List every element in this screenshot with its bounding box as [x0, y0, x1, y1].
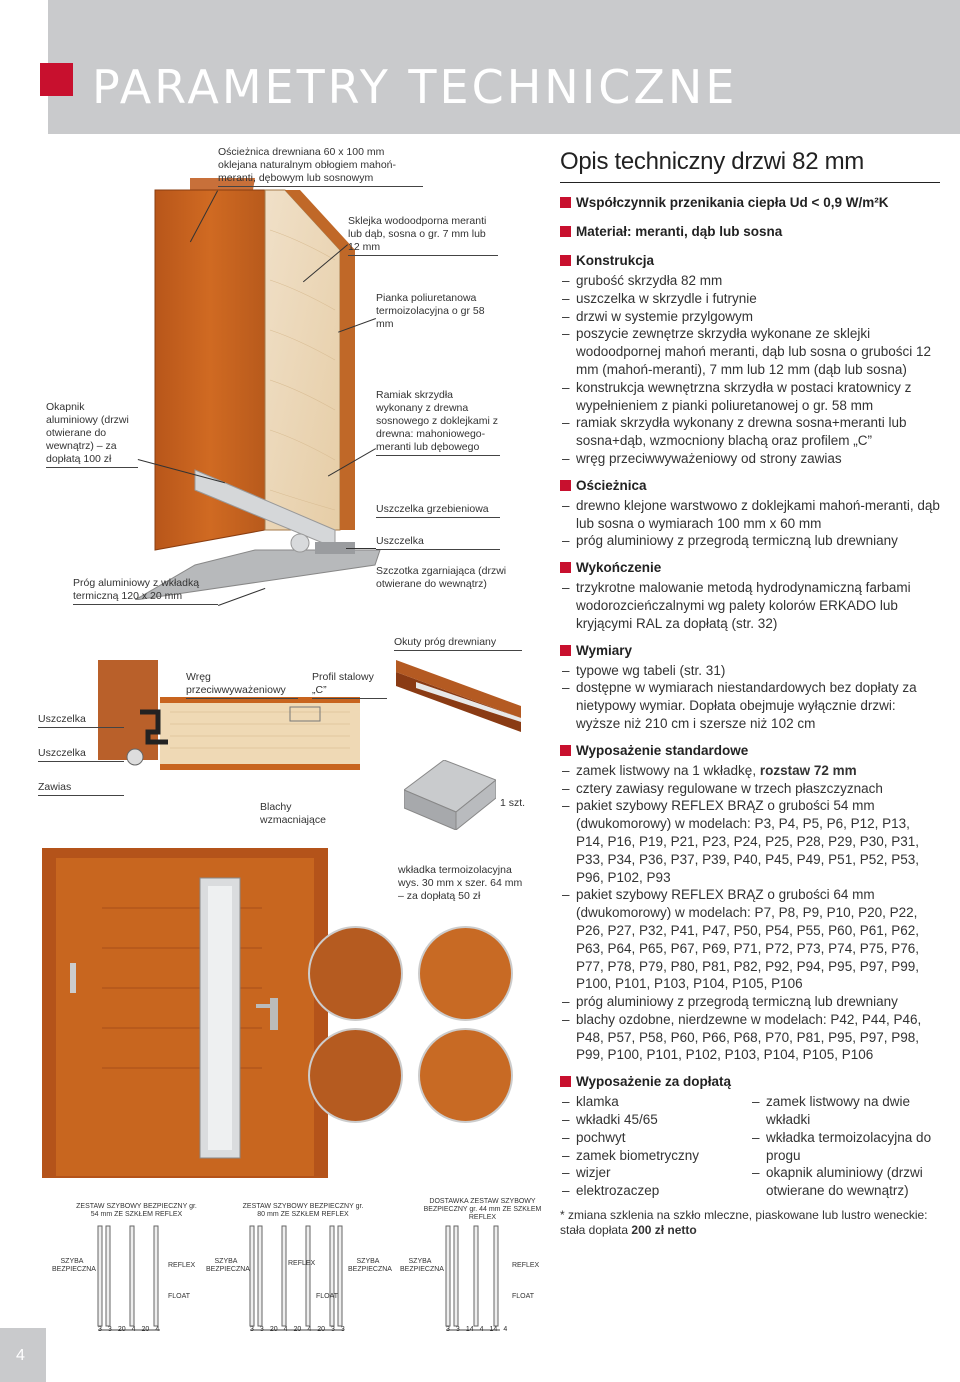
- list-item: – pochwyt: [560, 1129, 750, 1147]
- list-item: – poszycie zewnętrze skrzydła wykonane ze sklejki wodoodpornej mahoń meranti, dąb lub sosna o grubości 12 mm (mahoń-meranti), 7 mm lub 12 mm (dąb lub sosna): [560, 325, 940, 378]
- list-item: – próg aluminiowy z przegrodą termiczną lub drewniany: [560, 532, 940, 550]
- wymiary-list: [560, 662, 940, 733]
- detail-bolt-image: [418, 1028, 513, 1123]
- footnote: [560, 1208, 940, 1238]
- label-wkladka: wkładka termoizolacyjna wys. 30 mm x szer. 64 mm – za dopłatą 50 zł: [398, 864, 523, 902]
- bullet-square-icon: [560, 197, 571, 208]
- list-item: – klamka: [560, 1093, 750, 1111]
- dim: 3: [446, 1326, 450, 1333]
- label-uszczelka-2: Uszczelka: [38, 747, 124, 762]
- section-heading: Konstrukcja: [576, 253, 655, 268]
- label-szt: 1 szt.: [500, 797, 526, 809]
- konstrukcja-list: [560, 272, 940, 468]
- dim: 4: [307, 1326, 312, 1333]
- section-wyposazenie: [560, 743, 940, 758]
- glazing-2-diagram: [238, 1218, 368, 1338]
- dim: 20: [293, 1326, 302, 1333]
- page-number: 4: [16, 1347, 25, 1364]
- list-item: – wręg przeciwwyważeniowy od strony zawias: [560, 450, 940, 468]
- dim: 4: [503, 1326, 508, 1333]
- label-zawias: Zawias: [38, 781, 124, 796]
- section-heading: Współczynnik przenikania ciepła Ud < 0,9 W/m²K: [576, 195, 889, 210]
- dim: 3: [250, 1326, 254, 1333]
- glazing-1-dims: [98, 1326, 159, 1333]
- glazing-2-dims: [250, 1326, 345, 1333]
- list-item: – grubość skrzydła 82 mm: [560, 272, 940, 290]
- dim: 3: [107, 1326, 112, 1333]
- door-front-image: [42, 848, 328, 1178]
- bullet-square-icon: [560, 226, 571, 237]
- wykonczenie-list: [560, 579, 940, 632]
- dim: 3: [455, 1326, 460, 1333]
- glazing-3-reflex-label: REFLEX: [512, 1262, 540, 1269]
- glazing-1-float-label: FLOAT: [168, 1293, 191, 1300]
- list-item: – typowe wg tabeli (str. 31): [560, 662, 940, 680]
- spec-title: Opis techniczny drzwi 82 mm: [560, 148, 940, 183]
- glazing-1-left-label: SZYBA BEZPIECZNA: [52, 1258, 96, 1273]
- bullet-square-icon: [560, 480, 571, 491]
- list-item: – dostępne w wymiarach niestandardowych bez dopłaty za nietypowy wymiar. Dopłata obejmuje wyłącznie drzwi: wyższe niż 210 cm i szersze niż 102 cm: [560, 679, 940, 732]
- dim: 4: [479, 1326, 484, 1333]
- list-item: – wkładki 45/65: [560, 1111, 750, 1129]
- glazing-2-reflex-label: REFLEX: [288, 1260, 316, 1267]
- section-heading: Wyposażenie standardowe: [576, 742, 749, 758]
- doplata-list-right: [750, 1093, 940, 1200]
- dim: 20: [141, 1326, 150, 1333]
- item-bold-text: rozstaw 72 mm: [759, 762, 857, 778]
- section-konstrukcja: [560, 253, 940, 268]
- dim: 14: [465, 1326, 474, 1333]
- label-profil: Profil stalowy „C”: [312, 671, 387, 699]
- list-item: – próg aluminiowy z przegrodą termiczną lub drewniany: [560, 993, 940, 1011]
- dim: 14: [489, 1326, 498, 1333]
- section-wykonczenie: [560, 560, 940, 575]
- item-text: zamek listwowy na 1 wkładkę,: [576, 762, 760, 778]
- list-item: – pakiet szybowy REFLEX BRĄZ o grubości 54 mm (dwukomorowy) w modelach: P3, P4, P5, P6, P12, P13, P14, P16, P19, P21, P23, P24, P25, P28, P29, P30, P31, P33, P34, P36, P37, P39, P40, P45, P49, P51, P52, P53, P96, P102, P93: [560, 797, 940, 886]
- section-heading: Wykończenie: [576, 560, 662, 576]
- footnote-price: 200 zł netto: [631, 1223, 697, 1238]
- list-item: – zamek biometryczny: [560, 1147, 750, 1165]
- dim: 3: [98, 1326, 102, 1333]
- glazing-3-title: DOSTAWKA ZESTAW SZYBOWY BEZPIECZNY gr. 44 mm ZE SZKŁEM REFLEX: [423, 1198, 542, 1221]
- label-pianka: Pianka poliuretanowa termoizolacyjna o gr 58 mm: [376, 292, 485, 330]
- glazing-2-left-label: SZYBA BEZPIECZNA: [206, 1258, 250, 1273]
- label-uszczelka-1: Uszczelka: [38, 713, 124, 728]
- dim: 3: [259, 1326, 264, 1333]
- bullet-square-icon: [560, 745, 571, 756]
- label-oscieznica: Ościeżnica drewniana 60 x 100 mm oklejana naturalnym obłogiem mahoń-meranti, dębowym lub sosnowym: [218, 146, 423, 187]
- list-item: – elektrozaczep: [560, 1182, 750, 1200]
- frame-plan-section-image: [90, 652, 365, 772]
- glazing-1-reflex-label: REFLEX: [168, 1262, 196, 1269]
- dim: 3: [340, 1326, 345, 1333]
- bullet-square-icon: [560, 562, 571, 573]
- glazing-3-dims: [446, 1326, 507, 1333]
- oscieznica-list: [560, 497, 940, 550]
- list-item: – trzykrotne malowanie metodą hydrodynamiczną farbami wodorozcieńczalnymi wg palety kolorów ERKADO lub kryjącymi RAL za dopłatą (str. 32): [560, 579, 940, 632]
- dim: 4: [283, 1326, 288, 1333]
- glazing-3-float-label: FLOAT: [512, 1293, 535, 1300]
- glazing-2-float-label: FLOAT: [316, 1293, 339, 1300]
- detail-strike-image: [418, 926, 513, 1021]
- bullet-square-icon: [560, 645, 571, 656]
- section-heading: Materiał: meranti, dąb lub sosna: [576, 224, 783, 239]
- glazing-3-left-label: SZYBA BEZPIECZNA: [400, 1258, 444, 1273]
- dim: 3: [331, 1326, 335, 1333]
- section-material: [560, 224, 940, 239]
- doplata-list-left: [560, 1093, 750, 1200]
- label-szczotka: Szczotka zgarniająca (drzwi otwierane do wewnątrz): [376, 565, 507, 590]
- list-item: [560, 762, 940, 780]
- list-item: – uszczelka w skrzydle i futrynie: [560, 290, 940, 308]
- glazing-2-title: ZESTAW SZYBOWY BEZPIECZNY gr. 80 mm ZE SZKŁEM REFLEX: [242, 1203, 364, 1218]
- label-wreg: Wręg przeciwwyważeniowy: [186, 671, 298, 699]
- section-doplata: [560, 1074, 940, 1089]
- section-wspolczynnik: [560, 195, 940, 210]
- section-wymiary: [560, 643, 940, 658]
- leader-line: [346, 548, 376, 549]
- header-accent-square: [40, 63, 73, 96]
- footnote-text: * zmiana szklenia na szkło mleczne, piaskowane lub lustro weneckie: stała dopłata: [560, 1208, 928, 1238]
- section-oscieznica: [560, 478, 940, 493]
- list-item: – konstrukcja wewnętrzna skrzydła w postaci kratownicy z wypełnieniem z pianki poliuretanowej o gr. 58 mm: [560, 379, 940, 415]
- label-ramiak: Ramiak skrzydła wykonany z drewna sosnowego z doklejkami z drewna: mahoniowego-meranti lub dębowego: [376, 389, 500, 456]
- bullet-square-icon: [560, 1076, 571, 1087]
- dim: 4: [155, 1326, 160, 1333]
- list-item: – drewno klejone warstwowo z doklejkami mahoń-meranti, dąb lub sosna o wymiarach 100 mm x 60 mm: [560, 497, 940, 533]
- page-title: PARAMETRY TECHNICZNE: [92, 60, 738, 114]
- list-item: – ramiak skrzydła wykonany z drewna sosna+meranti lub sosna+dąb, wzmocniony blachą oraz profilem „C”: [560, 414, 940, 450]
- dim: 20: [317, 1326, 326, 1333]
- glazing-1-diagram: [56, 1218, 196, 1338]
- label-okuty-prog: Okuty próg drewniany: [394, 636, 522, 651]
- glazing-2-right-label: SZYBA BEZPIECZNA: [348, 1258, 392, 1273]
- label-uszczelka-grzebieniowa: Uszczelka grzebieniowa: [376, 503, 500, 518]
- doplata-columns: [560, 1093, 940, 1200]
- list-item: – wkładka termoizolacyjna do progu: [750, 1129, 940, 1165]
- list-item: – blachy ozdobne, nierdzewne w modelach: P42, P44, P46, P48, P57, P58, P60, P66, P68, P70, P81, P95, P97, P98, P99, P100, P101, P102, P103, P104, P105, P106: [560, 1011, 940, 1064]
- label-uszczelka-top: Uszczelka: [376, 535, 500, 550]
- dim: 20: [117, 1326, 126, 1333]
- list-item: – wizjer: [560, 1164, 750, 1182]
- detail-lock-image: [308, 1028, 403, 1123]
- wkladka-image: [404, 760, 496, 830]
- spec-column: [560, 148, 940, 1238]
- okuty-prog-image: [396, 660, 521, 732]
- wyposazenie-list: [560, 762, 940, 1065]
- bullet-square-icon: [560, 255, 571, 266]
- detail-hinge-image: [308, 926, 403, 1021]
- list-item: – pakiet szybowy REFLEX BRĄZ o grubości 64 mm (dwukomorowy) w modelach: P7, P8, P9, P10, P20, P22, P26, P27, P32, P41, P47, P50, P54, P55, P60, P61, P62, P63, P64, P65, P67, P69, P71, P72, P73, P74, P75, P76, P77, P78, P79, P80, P81, P82, P92, P94, P95, P97, P99, P100, P101, P103, P104, P105, P106: [560, 886, 940, 993]
- label-prog: Próg aluminiowy z wkładką termiczną 120 x 20 mm: [73, 577, 218, 605]
- label-sklejka: Sklejka wodoodporna meranti lub dąb, sosna o gr. 7 mm lub 12 mm: [348, 215, 498, 256]
- list-item: – zamek listwowy na dwie wkładki: [750, 1093, 940, 1129]
- glazing-3-diagram: [430, 1218, 540, 1338]
- list-item: – okapnik aluminiowy (drzwi otwierane do wewnątrz): [750, 1164, 940, 1200]
- dim: 20: [269, 1326, 278, 1333]
- dim: 4: [131, 1326, 136, 1333]
- list-item: – cztery zawiasy regulowane w trzech płaszczyznach: [560, 780, 940, 798]
- glazing-1-title: ZESTAW SZYBOWY BEZPIECZNY gr. 54 mm ZE SZKŁEM REFLEX: [76, 1203, 197, 1218]
- section-heading: Ościeżnica: [576, 477, 647, 493]
- label-blachy: Blachy wzmacniające: [260, 801, 326, 826]
- section-heading: Wymiary: [576, 642, 633, 658]
- label-okapnik: Okapnik aluminiowy (drzwi otwierane do wewnątrz) – za dopłatą 100 zł: [46, 401, 138, 468]
- list-item: – drzwi w systemie przylgowym: [560, 308, 940, 326]
- section-heading: Wyposażenie za dopłatą: [576, 1074, 732, 1090]
